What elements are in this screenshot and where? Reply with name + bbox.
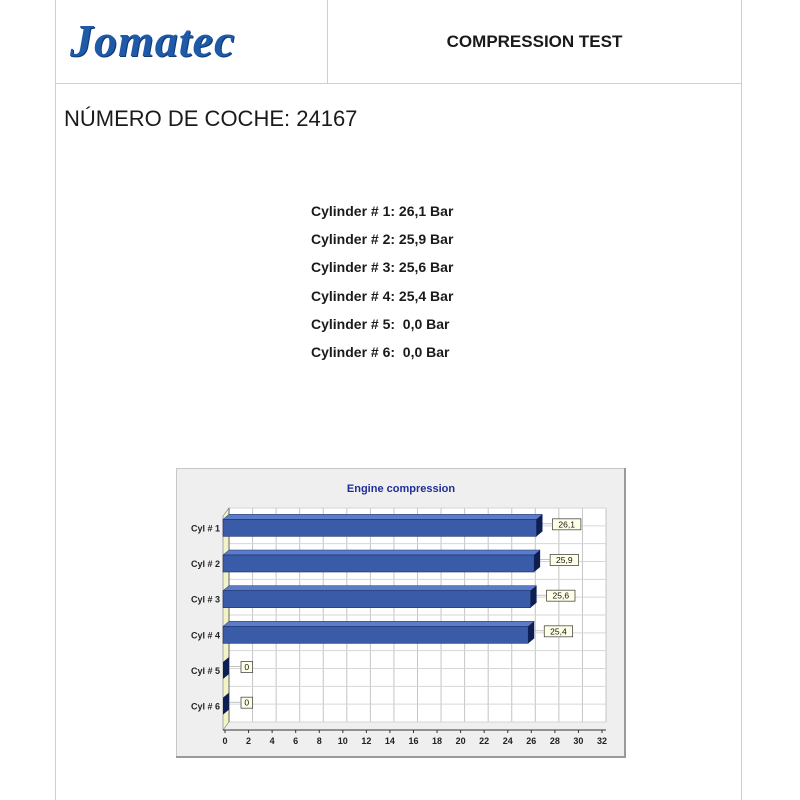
- x-tick-label: 10: [337, 736, 348, 746]
- cylinder-readings-list: [311, 197, 571, 366]
- x-tick-label: 0: [222, 736, 228, 746]
- cylinder-reading: Cylinder # 5: 0,0 Bar: [311, 315, 450, 332]
- x-tick-label: 20: [455, 736, 466, 746]
- x-tick-label: 4: [269, 736, 275, 746]
- data-label: 25,6: [552, 590, 570, 601]
- y-category-label: Cyl # 2: [190, 559, 220, 569]
- x-tick-label: 22: [479, 736, 490, 746]
- y-category-label: Cyl # 1: [190, 523, 220, 534]
- x-tick-label: 24: [502, 736, 513, 746]
- x-tick-label: 32: [596, 736, 608, 746]
- bar: [223, 555, 534, 572]
- cylinder-reading: Cylinder # 1: 26,1 Bar: [311, 203, 454, 219]
- cylinder-reading: Cylinder # 6: 0,0 Bar: [311, 343, 450, 360]
- cylinder-reading: Cylinder # 2: 25,9 Bar: [311, 231, 454, 248]
- bar: [223, 591, 531, 608]
- x-tick-label: 26: [526, 736, 537, 746]
- x-tick-label: 12: [361, 736, 372, 746]
- bar-top: [223, 550, 540, 555]
- x-tick-label: 18: [432, 736, 443, 746]
- y-category-label: Cyl # 6: [190, 701, 220, 712]
- bar: [223, 626, 528, 643]
- car-number-label: NÚMERO DE COCHE: 24167: [64, 106, 358, 131]
- x-tick-label: 28: [549, 736, 560, 746]
- x-tick-label: 16: [408, 736, 419, 746]
- bar-top: [223, 514, 542, 519]
- cylinder-reading: Cylinder # 4: 25,4 Bar: [311, 287, 454, 304]
- report-title: COMPRESSION TEST: [446, 32, 623, 51]
- data-label: 26,1: [558, 519, 575, 530]
- company-logo: Jomatec: [70, 15, 236, 66]
- y-category-label: Cyl # 3: [190, 594, 220, 605]
- bar-top: [223, 621, 534, 626]
- y-category-label: Cyl # 4: [190, 630, 220, 641]
- x-tick-label: 6: [293, 736, 299, 746]
- x-tick-label: 30: [573, 736, 584, 746]
- x-tick-label: 14: [384, 736, 395, 746]
- data-label: 0: [244, 697, 250, 708]
- y-category-label: Cyl # 5: [190, 666, 220, 676]
- bar: [223, 519, 536, 536]
- data-label: 25,4: [550, 626, 567, 637]
- report-page: [55, 0, 742, 800]
- x-tick-label: 2: [246, 736, 252, 746]
- data-label: 25,9: [556, 555, 573, 565]
- x-tick-label: 8: [316, 736, 322, 746]
- cylinder-reading: Cylinder # 3: 25,6 Bar: [311, 259, 454, 276]
- report-header: [56, 0, 741, 84]
- engine-compression-chart: [176, 468, 626, 758]
- data-label: 0: [244, 662, 250, 672]
- chart-title: Engine compression: [346, 483, 456, 495]
- chart-svg: [176, 468, 626, 758]
- bar-top: [223, 586, 537, 591]
- logo-cell: [56, 0, 328, 84]
